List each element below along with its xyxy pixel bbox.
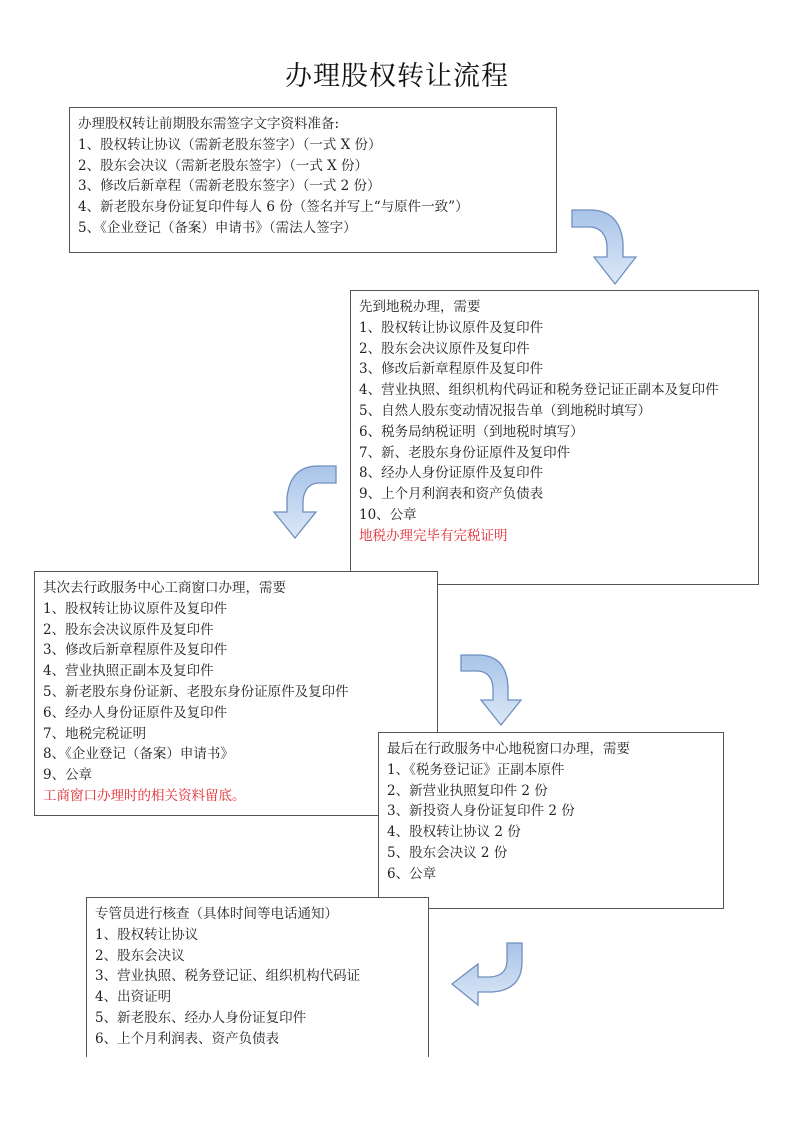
list-item: 3、营业执照、税务登记证、组织机构代码证 <box>95 968 361 985</box>
curved-arrow-down-right-icon <box>568 205 648 287</box>
list-item: 6、税务局纳税证明（到地税时填写） <box>359 423 584 440</box>
list-item: 8、经办人身份证原件及复印件 <box>359 465 544 482</box>
tax-window-box <box>378 732 724 909</box>
list-item: 8、《企业登记（备案）申请书》 <box>43 746 234 763</box>
local-tax-box <box>350 290 759 585</box>
list-item: 2、股东会决议原件及复印件 <box>359 340 530 357</box>
list-item: 4、出资证明 <box>95 989 172 1006</box>
list-item: 5、股东会决议 2 份 <box>387 844 508 861</box>
list-item: 4、营业执照正副本及复印件 <box>43 663 214 680</box>
page-title: 办理股权转让流程 <box>285 61 509 92</box>
list-item: 1、《税务登记证》正副本原件 <box>387 761 565 778</box>
list-item: 2、新营业执照复印件 2 份 <box>387 782 548 799</box>
tax-window-heading: 最后在行政服务中心地税窗口办理，需要 <box>387 741 630 757</box>
list-item: 4、新老股东身份证复印件每人 6 份（签名并写上“与原件一致”） <box>78 199 469 216</box>
list-item: 2、股东会决议 <box>95 947 185 964</box>
commerce-note: 工商窗口办理时的相关资料留底。 <box>43 787 246 804</box>
list-item: 6、公章 <box>387 865 437 882</box>
list-item: 3、修改后新章程（需新老股东签字）（一式 2 份） <box>78 178 381 195</box>
curved-arrow-left-icon <box>450 940 526 1016</box>
prep-box <box>69 107 557 253</box>
list-item: 9、上个月利润表和资产负债表 <box>359 486 544 503</box>
list-item: 7、地税完税证明 <box>43 725 147 742</box>
list-item: 6、上个月利润表、资产负债表 <box>95 1030 280 1047</box>
list-item: 1、股权转让协议 <box>95 926 199 943</box>
list-item: 5、新老股东身份证新、老股东身份证原件及复印件 <box>43 683 349 700</box>
review-box <box>86 897 429 1057</box>
list-item: 1、股权转让协议（需新老股东签字）（一式 X 份） <box>78 136 382 153</box>
list-item: 9、公章 <box>43 767 93 784</box>
list-item: 5、新老股东、经办人身份证复印件 <box>95 1009 307 1026</box>
list-item: 5、《企业登记（备案）申请书》（需法人签字） <box>78 219 357 236</box>
curved-arrow-down-right-icon <box>458 652 530 728</box>
local-tax-heading: 先到地税办理，需要 <box>359 299 481 315</box>
review-heading: 专管员进行核查（具体时间等电话通知） <box>95 906 338 922</box>
list-item: 10、公章 <box>359 506 417 523</box>
curved-arrow-down-left-icon <box>266 462 340 540</box>
list-item: 1、股权转让协议原件及复印件 <box>43 600 228 617</box>
commerce-heading: 其次去行政服务中心工商窗口办理，需要 <box>43 580 286 596</box>
list-item: 2、股东会决议原件及复印件 <box>43 621 214 638</box>
list-item: 3、新投资人身份证复印件 2 份 <box>387 803 575 820</box>
local-tax-note: 地税办理完毕有完税证明 <box>359 527 508 544</box>
list-item: 4、营业执照、组织机构代码证和税务登记证正副本及复印件 <box>359 382 719 399</box>
prep-heading: 办理股权转让前期股东需签字文字资料准备: <box>78 116 340 132</box>
list-item: 3、修改后新章程原件及复印件 <box>43 642 228 659</box>
list-item: 2、股东会决议（需新老股东签字）（一式 X 份） <box>78 157 369 174</box>
list-item: 3、修改后新章程原件及复印件 <box>359 361 544 378</box>
list-item: 1、股权转让协议原件及复印件 <box>359 319 544 336</box>
list-item: 5、自然人股东变动情况报告单（到地税时填写） <box>359 402 652 419</box>
list-item: 7、新、老股东身份证原件及复印件 <box>359 444 571 461</box>
list-item: 4、股权转让协议 2 份 <box>387 824 521 841</box>
list-item: 6、经办人身份证原件及复印件 <box>43 704 228 721</box>
